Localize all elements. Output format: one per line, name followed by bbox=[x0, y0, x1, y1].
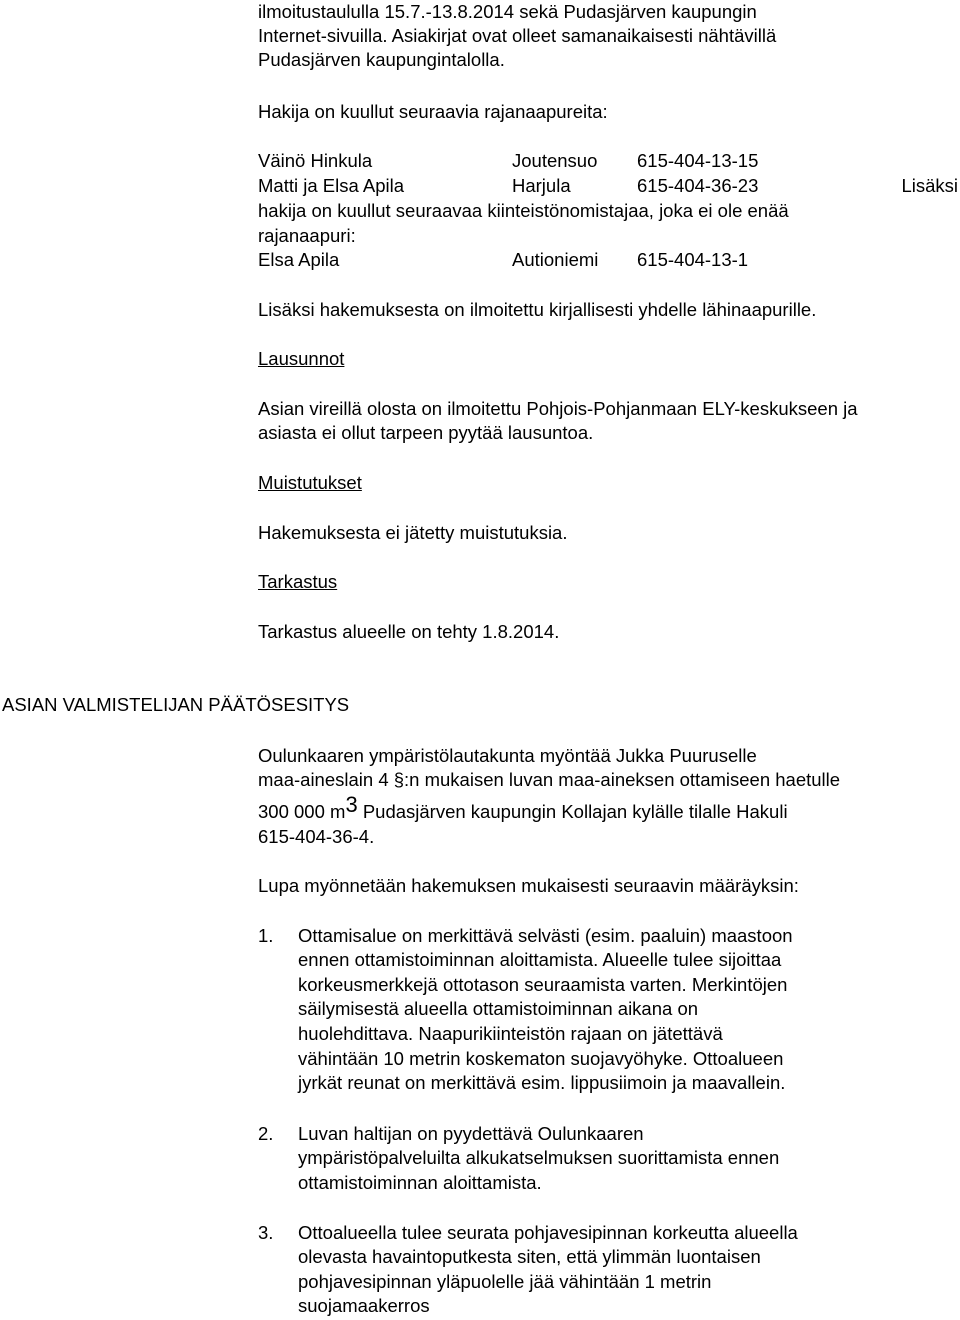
condition-1-line-1: Ottamisalue on merkittävä selvästi (esim. paaluin) maastoon bbox=[298, 925, 793, 946]
neighbour-2-name: Matti ja Elsa Apila bbox=[258, 175, 405, 196]
muistutukset-line-1: Hakemuksesta ei jätetty muistutuksia. bbox=[258, 522, 568, 543]
proposal-line-2: maa-aineslain 4 §:n mukaisen luvan maa-aineksen ottamiseen haetulle bbox=[258, 769, 841, 790]
owner-id: 615-404-13-1 bbox=[637, 249, 749, 270]
condition-3-line-2: olevasta havaintoputkesta siten, että ylimmän luontaisen bbox=[298, 1246, 761, 1267]
condition-1-line-5: huolehdittava. Naapurikiinteistön rajaan on jätettävä bbox=[298, 1023, 723, 1044]
proposal-estate-id: 615-404-36-4. bbox=[258, 826, 375, 847]
owner-estate: Autioniemi bbox=[512, 249, 599, 270]
intro-line-3: Pudasjärven kaupungintalolla. bbox=[258, 49, 505, 70]
neighbour-1-id: 615-404-13-15 bbox=[637, 150, 759, 171]
proposal-volume-line bbox=[258, 792, 788, 824]
neighbour-2-id: 615-404-36-23 bbox=[637, 175, 759, 196]
owner-name: Elsa Apila bbox=[258, 249, 340, 270]
condition-1-line-7: jyrkät reunat on merkittävä esim. lippusiimoin ja maavallein. bbox=[298, 1072, 786, 1093]
condition-1-line-2: ennen ottamistoiminnan aloittamista. Alueelle tulee sijoittaa bbox=[298, 949, 782, 970]
lausunnot-line-1: Asian vireillä olosta on ilmoitettu Pohjois-Pohjanmaan ELY-keskukseen ja bbox=[258, 398, 858, 419]
lausunnot-heading: Lausunnot bbox=[258, 348, 345, 369]
neighbour-2-extra: Lisäksi bbox=[901, 175, 958, 196]
condition-3-line-1: Ottoalueella tulee seurata pohjavesipinnan korkeutta alueella bbox=[298, 1222, 798, 1243]
condition-3-line-3: pohjavesipinnan yläpuolelle jää vähintään 1 metrin bbox=[298, 1271, 712, 1292]
volume-prefix: 300 000 m bbox=[258, 801, 346, 822]
neighbour-1-name: Väinö Hinkula bbox=[258, 150, 373, 171]
proposal-line-1: Oulunkaaren ympäristölautakunta myöntää Jukka Puuruselle bbox=[258, 745, 757, 766]
proposal-heading: ASIAN VALMISTELIJAN PÄÄTÖSESITYS bbox=[2, 694, 350, 715]
volume-exponent: 3 bbox=[345, 792, 358, 817]
neighbour-1-estate: Joutensuo bbox=[512, 150, 598, 171]
condition-1-line-6: vähintään 10 metrin koskematon suojavyöhyke. Ottoalueen bbox=[298, 1048, 784, 1069]
intro-line-2: Internet-sivuilla. Asiakirjat ovat olleet samanaikaisesti nähtävillä bbox=[258, 25, 777, 46]
owner-intro-line-2: rajanaapuri: bbox=[258, 225, 356, 246]
condition-1-number: 1. bbox=[258, 925, 274, 946]
condition-1-line-4: säilymisestä alueella ottamistoiminnan aikana on bbox=[298, 998, 699, 1019]
intro-line-1: ilmoitustaululla 15.7.-13.8.2014 sekä Pudasjärven kaupungin bbox=[258, 1, 757, 22]
tarkastus-line-1: Tarkastus alueelle on tehty 1.8.2014. bbox=[258, 621, 560, 642]
conditions-intro: Lupa myönnetään hakemuksen mukaisesti seuraavin määräyksin: bbox=[258, 875, 799, 896]
condition-2-line-2: ympäristöpalveluilta alkukatselmuksen suorittamista ennen bbox=[298, 1147, 780, 1168]
muistutukset-heading: Muistutukset bbox=[258, 472, 362, 493]
lausunnot-line-2: asiasta ei ollut tarpeen pyytää lausuntoa. bbox=[258, 422, 594, 443]
condition-3-number: 3. bbox=[258, 1222, 274, 1243]
tarkastus-heading: Tarkastus bbox=[258, 571, 338, 592]
condition-3-line-4: suojamaakerros bbox=[298, 1295, 430, 1316]
owner-intro-line-1: hakija on kuullut seuraavaa kiinteistönomistajaa, joka ei ole enää bbox=[258, 200, 789, 221]
condition-2-number: 2. bbox=[258, 1123, 274, 1144]
neighbour-2-estate: Harjula bbox=[512, 175, 571, 196]
volume-suffix: Pudasjärven kaupungin Kollajan kylälle tilalle Hakuli bbox=[357, 801, 788, 822]
neighbours-intro: Hakija on kuullut seuraavia rajanaapureita: bbox=[258, 101, 608, 122]
condition-2-line-1: Luvan haltijan on pyydettävä Oulunkaaren bbox=[298, 1123, 644, 1144]
condition-2-line-3: ottamistoiminnan aloittamista. bbox=[298, 1172, 542, 1193]
condition-1-line-3: korkeusmerkkejä ottotason seuraamista varten. Merkintöjen bbox=[298, 974, 788, 995]
notice-line: Lisäksi hakemuksesta on ilmoitettu kirjallisesti yhdelle lähinaapurille. bbox=[258, 299, 817, 320]
